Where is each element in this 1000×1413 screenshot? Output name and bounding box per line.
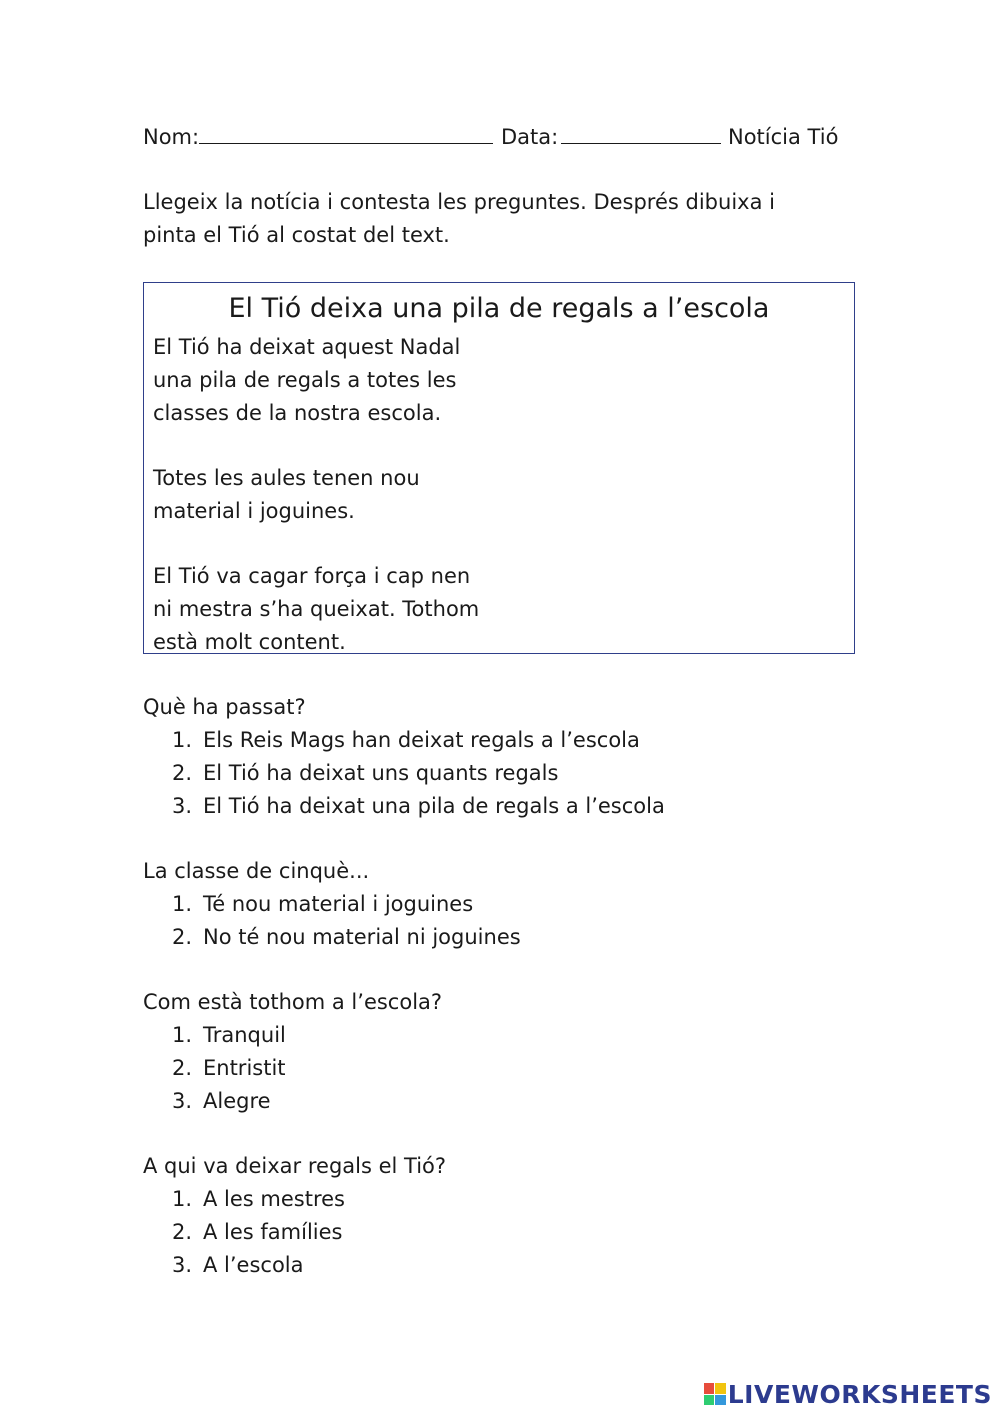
option-text: A les famílies <box>203 1220 343 1244</box>
option-text: Els Reis Mags han deixat regals a l’escola <box>203 728 640 752</box>
question-text: Què ha passat? <box>143 695 306 719</box>
question-text: Com està tothom a l’escola? <box>143 990 443 1014</box>
answer-option[interactable] <box>143 724 843 757</box>
news-title: El Tió deixa una pila de regals a l’escola <box>228 293 770 324</box>
liveworksheets-logo-icon <box>704 1383 726 1405</box>
answer-option[interactable] <box>143 790 843 823</box>
question-text: La classe de cinquè... <box>143 859 370 883</box>
date-label: Data: <box>501 125 559 149</box>
question <box>143 986 843 1118</box>
answer-option[interactable] <box>143 1183 843 1216</box>
answer-option[interactable] <box>143 888 843 921</box>
option-text: A l’escola <box>203 1253 304 1277</box>
question-text: A qui va deixar regals el Tió? <box>143 1154 447 1178</box>
option-number: 1. <box>172 1023 193 1047</box>
option-number: 1. <box>172 892 193 916</box>
brand-name: LIVEWORKSHEETS <box>727 1379 992 1409</box>
instructions <box>143 186 843 252</box>
logo-square <box>715 1383 726 1394</box>
option-text: Entristit <box>203 1056 286 1080</box>
news-paragraph <box>153 560 479 659</box>
logo-square <box>704 1383 715 1394</box>
liveworksheets-logo <box>704 1379 992 1409</box>
option-text: Tranquil <box>203 1023 286 1047</box>
name-label: Nom: <box>143 125 200 149</box>
option-number: 1. <box>172 1187 193 1211</box>
answer-option[interactable] <box>143 1249 843 1282</box>
date-blank <box>561 121 721 144</box>
news-line: El Tió va cagar força i cap nen <box>153 564 471 588</box>
news-paragraph <box>153 462 479 528</box>
option-number: 3. <box>172 1253 193 1277</box>
news-paragraph <box>153 331 479 430</box>
option-number: 2. <box>172 925 193 949</box>
option-text: No té nou material ni joguines <box>203 925 521 949</box>
option-number: 2. <box>172 1056 193 1080</box>
option-text: El Tió ha deixat uns quants regals <box>203 761 559 785</box>
instruction-line: pinta el Tió al costat del text. <box>143 223 450 247</box>
news-line: està molt content. <box>153 630 346 654</box>
logo-square <box>704 1395 715 1406</box>
option-text: El Tió ha deixat una pila de regals a l’escola <box>203 794 665 818</box>
option-number: 3. <box>172 1089 193 1113</box>
question <box>143 855 843 954</box>
option-text: A les mestres <box>203 1187 345 1211</box>
option-number: 1. <box>172 728 193 752</box>
option-number: 3. <box>172 794 193 818</box>
name-blank <box>199 121 493 144</box>
news-line: classes de la nostra escola. <box>153 401 442 425</box>
option-number: 2. <box>172 761 193 785</box>
header-row <box>143 121 863 153</box>
news-box <box>143 282 855 654</box>
answer-option[interactable] <box>143 1052 843 1085</box>
news-line: una pila de regals a totes les <box>153 368 457 392</box>
answer-option[interactable] <box>143 921 843 954</box>
news-line: El Tió ha deixat aquest Nadal <box>153 335 461 359</box>
questions-section <box>143 691 843 1314</box>
instruction-line: Llegeix la notícia i contesta les preguntes. Després dibuixa i <box>143 190 775 214</box>
news-line: material i joguines. <box>153 499 355 523</box>
option-text: Té nou material i joguines <box>203 892 474 916</box>
logo-square <box>715 1395 726 1406</box>
answer-option[interactable] <box>143 1216 843 1249</box>
news-body <box>153 331 479 659</box>
doc-title: Notícia Tió <box>728 125 839 149</box>
news-line: ni mestra s’ha queixat. Tothom <box>153 597 480 621</box>
answer-option[interactable] <box>143 757 843 790</box>
answer-option[interactable] <box>143 1085 843 1118</box>
answer-option[interactable] <box>143 1019 843 1052</box>
option-text: Alegre <box>203 1089 271 1113</box>
news-line: Totes les aules tenen nou <box>153 466 420 490</box>
option-number: 2. <box>172 1220 193 1244</box>
question <box>143 691 843 823</box>
question <box>143 1150 843 1282</box>
